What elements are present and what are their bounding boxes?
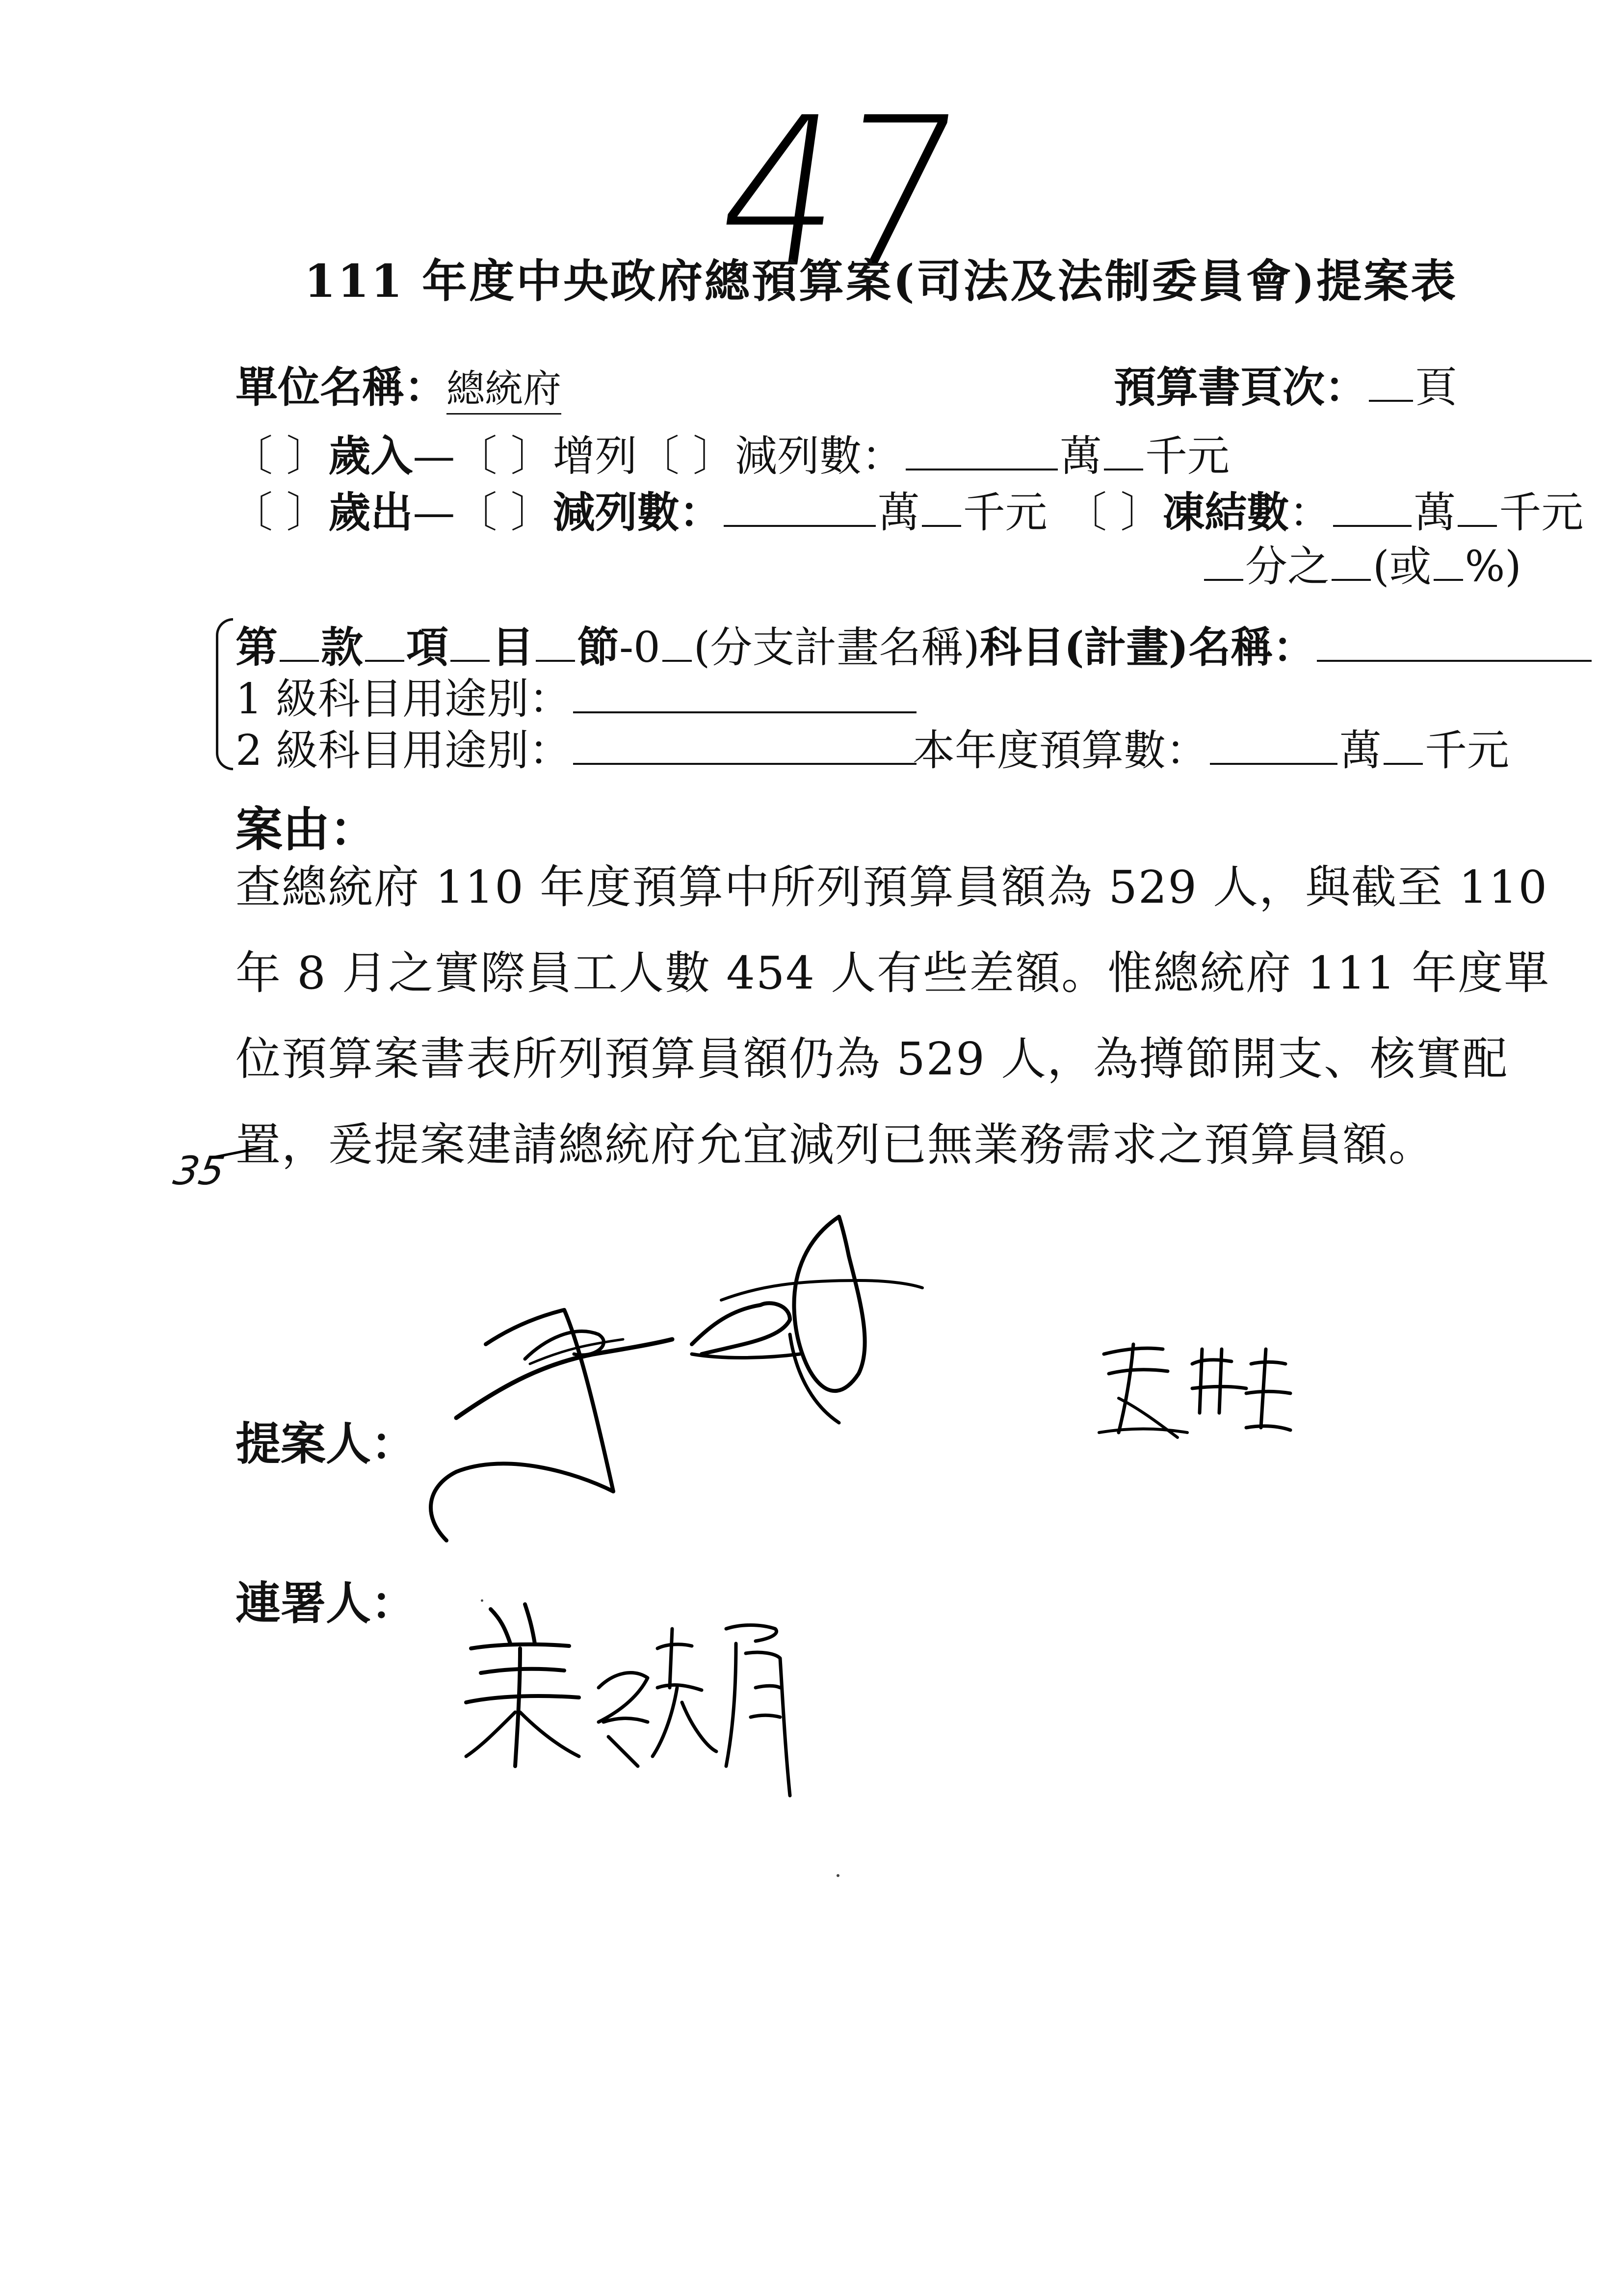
qian-label: 千元 bbox=[1145, 432, 1230, 481]
xiang-label: 項 bbox=[406, 623, 448, 672]
kuan-blank bbox=[280, 622, 319, 662]
jie-label: 節 bbox=[577, 623, 619, 672]
page-number-row bbox=[1114, 353, 1457, 414]
amount-blank bbox=[906, 430, 1058, 470]
budget-label: 本年度預算數： bbox=[913, 726, 1208, 775]
reason-line-1: 查總統府 110 年度預算中所列預算員額為 529 人，與截至 110 bbox=[236, 861, 1548, 913]
increase-checkbox[interactable]: 〔 〕 bbox=[455, 432, 553, 481]
level2-blank bbox=[573, 725, 917, 765]
reason-line-3: 位預算案書表所列預算員額仍為 529 人，為撙節開支、核實配 bbox=[236, 1033, 1509, 1085]
xiang-blank bbox=[365, 622, 404, 662]
qian-label: 千元 bbox=[1499, 488, 1584, 537]
fen-zhi-label: 分之 bbox=[1245, 542, 1330, 591]
page-blank bbox=[1369, 362, 1413, 402]
percent-label: %) bbox=[1465, 542, 1521, 591]
freeze-amount-blank bbox=[1333, 487, 1412, 527]
freeze-checkbox[interactable]: 〔 〕 bbox=[1065, 488, 1163, 537]
decrease-checkbox[interactable]: 〔 〕 bbox=[637, 432, 735, 481]
page-label: 預算書頁次： bbox=[1114, 363, 1367, 412]
reason-line-2: 年 8 月之實際員工人數 454 人有些差額。惟總統府 111 年度單 bbox=[236, 947, 1550, 999]
di-label: 第 bbox=[236, 623, 278, 672]
wan-label: 萬 bbox=[1060, 432, 1102, 481]
cosigner-signature bbox=[451, 1590, 805, 1810]
wan-label: 萬 bbox=[877, 488, 920, 537]
margin-tick bbox=[206, 1128, 265, 1168]
jie-blank bbox=[536, 622, 575, 662]
expense-row bbox=[231, 478, 1048, 539]
freeze-label: 凍結數 bbox=[1162, 488, 1289, 537]
branch-name-label: (分支計畫名稱) bbox=[693, 623, 980, 672]
scan-speck bbox=[481, 1599, 483, 1602]
wan-label: 萬 bbox=[1339, 726, 1382, 775]
increase-label: 增列 bbox=[552, 432, 637, 481]
expense-label: 歲出 bbox=[328, 488, 413, 537]
qian-blank bbox=[1384, 725, 1423, 765]
denominator-blank bbox=[1204, 541, 1243, 581]
reason-line-4: 置，爰提案建請總統府允宜減列已無業務需求之預算員額。 bbox=[236, 1119, 1435, 1171]
or-label: (或 bbox=[1373, 542, 1432, 591]
budget-row bbox=[913, 716, 1509, 777]
income-checkbox[interactable]: 〔 〕 bbox=[231, 432, 329, 481]
qian-label: 千元 bbox=[1425, 726, 1509, 775]
section-brace bbox=[216, 618, 233, 770]
jie-suffix: -0 bbox=[619, 623, 660, 672]
wan-label: 萬 bbox=[1414, 488, 1456, 537]
proposer-label: 提案人： bbox=[236, 1417, 417, 1470]
qian-blank bbox=[1104, 430, 1143, 470]
mu-label: 目 bbox=[492, 623, 534, 672]
reason-label: 案由： bbox=[236, 802, 377, 857]
mu-blank bbox=[450, 622, 490, 662]
proposer-signature-2 bbox=[1089, 1334, 1295, 1457]
level1-blank bbox=[573, 673, 917, 713]
numerator-blank bbox=[1332, 541, 1371, 581]
freeze-row bbox=[1065, 478, 1583, 539]
scan-speck bbox=[837, 1874, 839, 1877]
page-suffix: 頁 bbox=[1415, 363, 1457, 412]
decrease-checkbox[interactable]: 〔 〕 bbox=[455, 488, 553, 537]
budget-amount-blank bbox=[1210, 725, 1337, 765]
branch-blank bbox=[662, 622, 692, 662]
qian-label: 千元 bbox=[963, 488, 1048, 537]
income-row bbox=[231, 422, 1230, 483]
qian-blank bbox=[1458, 487, 1497, 527]
form-title: 111 年度中央政府總預算案(司法及法制委員會)提案表 bbox=[304, 255, 1458, 308]
dash: — bbox=[413, 488, 455, 537]
colon: ： bbox=[1289, 488, 1332, 537]
kuan-label: 款 bbox=[321, 623, 363, 672]
section-row-3 bbox=[236, 716, 918, 777]
decrease-label: 減列數： bbox=[735, 432, 904, 481]
level1-label: 1 級科目用途別： bbox=[236, 675, 572, 724]
unit-value: 總統府 bbox=[446, 358, 561, 415]
amount-blank bbox=[724, 487, 876, 527]
decrease-label: 減列數： bbox=[552, 488, 722, 537]
cosigner-label: 連署人： bbox=[236, 1577, 417, 1630]
margin-note: 35 bbox=[170, 1148, 228, 1194]
qian-blank bbox=[922, 487, 961, 527]
proposer-signature-1 bbox=[417, 1197, 1006, 1590]
unit-row bbox=[236, 353, 561, 415]
fraction-row bbox=[1202, 532, 1521, 593]
unit-label: 單位名稱： bbox=[236, 363, 446, 412]
dash: — bbox=[413, 432, 455, 481]
handwritten-number: 47 bbox=[705, 74, 971, 313]
level2-label: 2 級科目用途別： bbox=[236, 726, 572, 775]
subject-name-label: 科目(計畫)名稱： bbox=[979, 623, 1315, 672]
expense-checkbox[interactable]: 〔 〕 bbox=[231, 488, 329, 537]
percent-blank bbox=[1434, 541, 1463, 581]
income-label: 歲入 bbox=[328, 431, 413, 481]
subject-name-blank bbox=[1317, 622, 1592, 662]
